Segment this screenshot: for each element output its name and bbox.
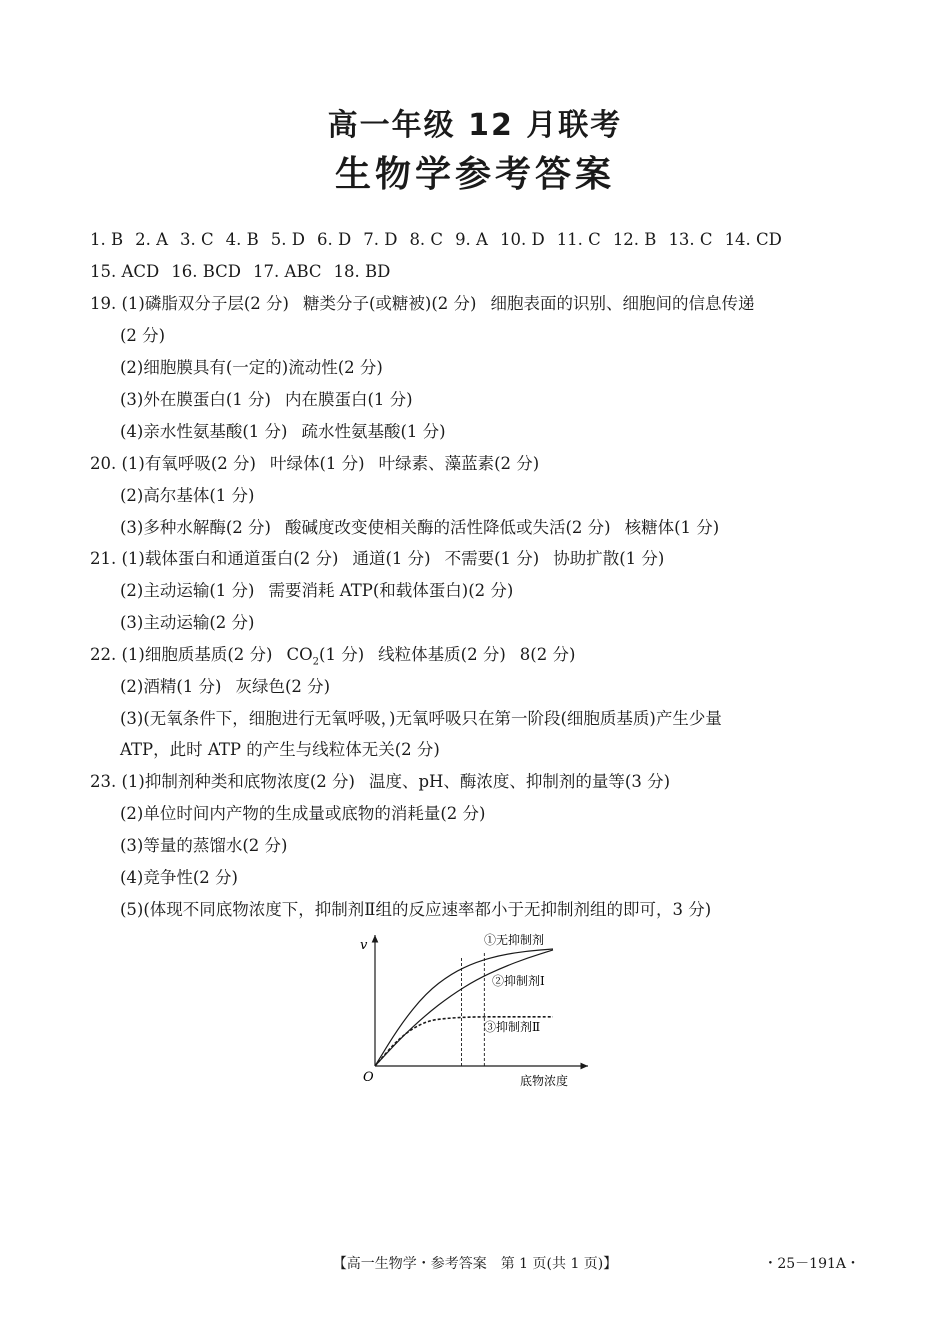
mc-answers-row-2 <box>90 261 402 283</box>
answer-text: 20. (1)有氧呼吸(2 分) <box>90 454 256 473</box>
q20-part1 <box>90 453 539 475</box>
answer-text: 灰绿色(2 分) <box>235 677 331 696</box>
answer-text: 19. (1)磷脂双分子层(2 分) <box>90 294 289 313</box>
page-subtitle: 生物学参考答案 <box>334 154 615 195</box>
q20-part2: (2)高尔基体(1 分) <box>120 486 255 505</box>
answer-text: 8(2 分) <box>519 645 576 664</box>
answer-text: (4)亲水性氨基酸(1 分) <box>120 422 288 441</box>
co2-subscript: 2 <box>312 656 320 668</box>
q19-part4 <box>120 421 446 443</box>
mc-answer: 2. A <box>135 230 169 249</box>
q23-part4: (4)竞争性(2 分) <box>120 868 238 887</box>
q23-part5: (5)(体现不同底物浓度下，抑制剂Ⅱ组的反应速率都小于无抑制剂组的即可，3 分) <box>120 900 712 919</box>
mc-answer: 12. B <box>612 230 657 249</box>
answer-text: 22. (1)细胞质基质(2 分) <box>90 645 273 664</box>
mc-answer: 8. C <box>409 230 444 249</box>
answer-text: (2)酒精(1 分) <box>120 677 222 696</box>
q23-part3: (3)等量的蒸馏水(2 分) <box>120 836 288 855</box>
footer-page-info: 【高一生物学・参考答案 第 1 页(共 1 页)】 <box>332 1256 618 1272</box>
q22-part3-cont: ATP，此时 ATP 的产生与线粒体无关(2 分) <box>120 740 440 759</box>
q23-part2: (2)单位时间内产物的生成量或底物的消耗量(2 分) <box>120 804 486 823</box>
series-label: ③抑制剂Ⅱ <box>484 1020 541 1034</box>
answer-text: 21. (1)载体蛋白和通道蛋白(2 分) <box>90 549 339 568</box>
q21-part2 <box>120 580 513 602</box>
answer-text: 内在膜蛋白(1 分) <box>285 390 413 409</box>
series-line-1 <box>375 949 553 1066</box>
q19-part1-cont: (2 分) <box>120 326 166 345</box>
mc-answers-row-1 <box>90 229 794 251</box>
footer-code: ・25－191A・ <box>763 1256 860 1272</box>
answer-text: 糖类分子(或糖被)(2 分) <box>302 294 477 313</box>
mc-answer: 9. A <box>455 230 488 249</box>
mc-answer: 10. D <box>499 230 545 249</box>
series-label: ②抑制剂Ⅰ <box>492 974 545 988</box>
q19-part3 <box>120 389 413 411</box>
q22-part3: (3)(无氧条件下，细胞进行无氧呼吸，)无氧呼吸只在第一阶段(细胞质基质)产生少量 <box>120 709 722 728</box>
answer-text: 需要消耗 ATP(和载体蛋白)(2 分) <box>268 581 514 600</box>
answer-text: (3)外在膜蛋白(1 分) <box>120 390 271 409</box>
answer-text: (3)多种水解酶(2 分) <box>120 518 271 537</box>
answer-text: 23. (1)抑制剂种类和底物浓度(2 分) <box>90 772 355 791</box>
series-label: ①无抑制剂 <box>484 933 545 947</box>
co2-formula: CO <box>286 645 313 664</box>
answer-text: 协助扩散(1 分) <box>553 549 665 568</box>
answer-text: (1 分) <box>319 645 365 664</box>
mc-answer: 13. C <box>668 230 713 249</box>
answer-text: 不需要(1 分) <box>444 549 540 568</box>
origin-label: O <box>363 1070 374 1085</box>
mc-answer: 15. ACD <box>90 262 160 281</box>
mc-answer: 11. C <box>556 230 601 249</box>
answer-text: (2)主动运输(1 分) <box>120 581 255 600</box>
answer-text: 疏水性氨基酸(1 分) <box>301 422 446 441</box>
answer-text: 酸碱度改变使相关酶的活性降低或失活(2 分) <box>285 518 611 537</box>
q19-part1 <box>90 293 754 315</box>
q23-part1 <box>90 771 670 793</box>
q21-part1 <box>90 548 664 570</box>
mc-answer: 4. B <box>225 230 259 249</box>
mc-answer: 7. D <box>363 230 398 249</box>
answer-text: 核糖体(1 分) <box>624 518 720 537</box>
mc-answer: 18. BD <box>333 262 391 281</box>
mc-answer: 6. D <box>317 230 352 249</box>
enzyme-rate-chart <box>350 925 600 1095</box>
page-title: 高一年级 12 月联考 <box>327 108 623 143</box>
x-axis-label: 底物浓度 <box>520 1074 569 1088</box>
q20-part3 <box>120 517 719 539</box>
mc-answer: 1. B <box>90 230 124 249</box>
answer-text: 温度、pH、酶浓度、抑制剂的量等(3 分) <box>368 772 671 791</box>
mc-answer: 3. C <box>180 230 214 249</box>
mc-answer: 16. BCD <box>171 262 242 281</box>
q22-part1 <box>90 644 575 673</box>
mc-answer: 14. CD <box>724 230 782 249</box>
answer-text: 叶绿体(1 分) <box>269 454 365 473</box>
answer-text: 叶绿素、藻蓝素(2 分) <box>378 454 540 473</box>
answer-text: 线粒体基质(2 分) <box>378 645 506 664</box>
answer-text: 通道(1 分) <box>352 549 431 568</box>
q21-part3: (3)主动运输(2 分) <box>120 613 255 632</box>
q22-part2 <box>120 676 330 698</box>
y-axis-label: v <box>360 938 368 953</box>
answer-text: 细胞表面的识别、细胞间的信息传递 <box>490 294 755 313</box>
q19-part2: (2)细胞膜具有(一定的)流动性(2 分) <box>120 358 383 377</box>
mc-answer: 5. D <box>270 230 305 249</box>
mc-answer: 17. ABC <box>253 262 322 281</box>
